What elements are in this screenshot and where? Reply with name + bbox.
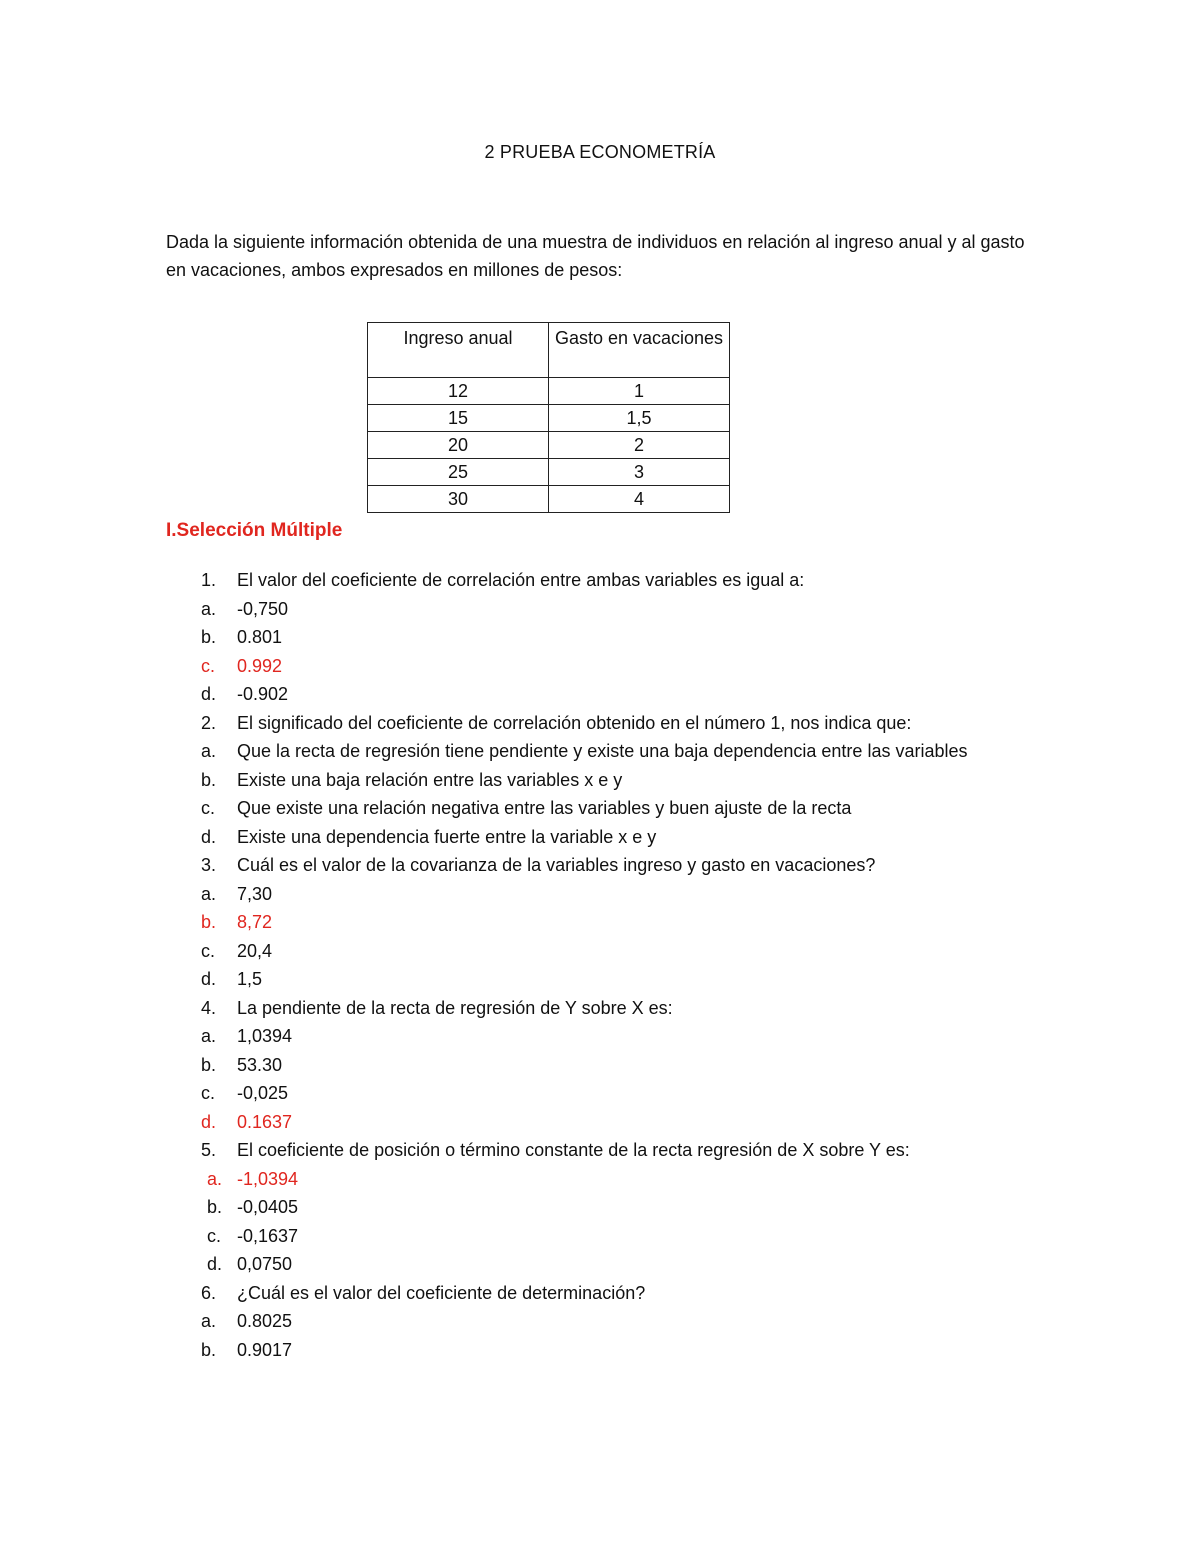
option-text: 20,4	[237, 940, 273, 961]
table-cell: 15	[368, 405, 549, 432]
question-text: El valor del coeficiente de correlación entre ambas variables es igual a:	[237, 570, 805, 590]
answer-option	[166, 737, 1046, 766]
table-cell: 1,5	[549, 405, 730, 432]
option-text: 8,72	[237, 912, 273, 932]
question-number: 6.	[201, 1282, 217, 1303]
table-row	[368, 432, 730, 459]
question-item	[166, 994, 1046, 1023]
option-text: 0.992	[237, 655, 283, 676]
question-item	[166, 1136, 1046, 1165]
table-cell: 2	[549, 432, 730, 459]
question-item	[166, 566, 1046, 595]
option-text: 0.8025	[237, 1311, 293, 1331]
answer-option	[166, 880, 1046, 909]
option-letter: a.	[207, 1168, 223, 1189]
option-letter: d.	[201, 826, 217, 847]
answer-option	[166, 1165, 1046, 1194]
answer-option	[166, 1250, 1046, 1279]
question-number: 2.	[201, 712, 217, 733]
answer-option	[166, 1336, 1046, 1365]
option-letter: a.	[201, 883, 217, 904]
option-text: 53.30	[237, 1054, 283, 1075]
option-letter: b.	[207, 1197, 223, 1217]
option-text: -0.902	[237, 684, 289, 704]
option-letter: d.	[207, 1254, 223, 1274]
option-letter: d.	[201, 684, 217, 704]
question-number: 1.	[201, 570, 217, 590]
question-item	[166, 851, 1046, 880]
answer-option	[166, 1193, 1046, 1222]
option-letter: a.	[201, 598, 217, 619]
option-letter: b.	[201, 627, 217, 647]
option-letter: a.	[201, 741, 217, 761]
option-text: Que existe una relación negativa entre las variables y buen ajuste de la recta	[237, 798, 852, 818]
question-text: El coeficiente de posición o término constante de la recta regresión de X sobre Y es:	[237, 1140, 910, 1160]
section-heading: I.Selección Múltiple	[166, 520, 343, 541]
question-number: 3.	[201, 855, 217, 875]
table-header-row	[368, 323, 730, 378]
table-cell: 30	[368, 486, 549, 513]
table-cell: 4	[549, 486, 730, 513]
answer-option	[166, 1307, 1046, 1336]
answer-option	[166, 965, 1046, 994]
option-letter: b.	[201, 912, 217, 932]
option-letter: b.	[201, 769, 217, 790]
option-text: 0.1637	[237, 1111, 293, 1132]
answer-option	[166, 595, 1046, 624]
table-row	[368, 405, 730, 432]
option-text: -1,0394	[237, 1168, 299, 1189]
answer-option	[166, 1051, 1046, 1080]
option-text: 1,5	[237, 969, 263, 989]
question-text: ¿Cuál es el valor del coeficiente de determinación?	[237, 1282, 646, 1303]
option-text: 7,30	[237, 883, 273, 904]
option-letter: c.	[201, 798, 216, 818]
table-row	[368, 486, 730, 513]
answer-option	[166, 937, 1046, 966]
table-header-cell: Ingreso anual	[368, 323, 549, 378]
option-text: 0,0750	[237, 1254, 293, 1274]
answer-option	[166, 1079, 1046, 1108]
table-cell: 20	[368, 432, 549, 459]
option-letter: b.	[201, 1054, 217, 1075]
answer-option	[166, 794, 1046, 823]
option-letter: c.	[201, 1083, 216, 1103]
table-cell: 3	[549, 459, 730, 486]
question-number: 4.	[201, 997, 217, 1018]
intro-paragraph: Dada la siguiente información obtenida de una muestra de individuos en relación al ingreso anual y al gasto en vacaciones, ambos expresados en millones de pesos:	[166, 232, 1025, 280]
option-letter: d.	[201, 969, 217, 989]
answer-option	[166, 766, 1046, 795]
question-item	[166, 1279, 1046, 1308]
option-text: -0,0405	[237, 1197, 299, 1217]
answer-option	[166, 1022, 1046, 1051]
question-number: 5.	[201, 1140, 217, 1160]
option-text: Que la recta de regresión tiene pendiente y existe una baja dependencia entre las variables	[237, 741, 968, 761]
table-row	[368, 459, 730, 486]
answer-option	[166, 823, 1046, 852]
table-cell: 1	[549, 378, 730, 405]
answer-option	[166, 1108, 1046, 1137]
answer-option	[166, 680, 1046, 709]
option-letter: c.	[207, 1225, 222, 1246]
option-text: Existe una dependencia fuerte entre la variable x e y	[237, 826, 657, 847]
option-letter: b.	[201, 1339, 217, 1360]
table-cell: 25	[368, 459, 549, 486]
answer-option	[166, 652, 1046, 681]
data-table	[367, 322, 730, 513]
option-text: Existe una baja relación entre las variables x e y	[237, 769, 623, 790]
table-header-cell: Gasto en vacaciones	[549, 323, 730, 378]
option-text: 0.9017	[237, 1339, 293, 1360]
question-text: La pendiente de la recta de regresión de Y sobre X es:	[237, 997, 673, 1018]
option-text: -0,750	[237, 598, 289, 619]
answer-option	[166, 623, 1046, 652]
question-text: El significado del coeficiente de correlación obtenido en el número 1, nos indica que:	[237, 712, 912, 733]
question-item	[166, 709, 1046, 738]
option-text: 0.801	[237, 627, 283, 647]
option-letter: c.	[201, 940, 216, 961]
option-letter: a.	[201, 1026, 217, 1046]
document-title: 2 PRUEBA ECONOMETRÍA	[484, 142, 716, 162]
option-letter: a.	[201, 1311, 217, 1331]
table-row	[368, 378, 730, 405]
option-letter: d.	[201, 1111, 217, 1132]
table-cell: 12	[368, 378, 549, 405]
answer-option	[166, 1222, 1046, 1251]
option-letter: c.	[201, 655, 216, 676]
question-list	[166, 566, 1046, 1364]
answer-option	[166, 908, 1046, 937]
option-text: -0,1637	[237, 1225, 299, 1246]
option-text: 1,0394	[237, 1026, 293, 1046]
question-text: Cuál es el valor de la covarianza de la variables ingreso y gasto en vacaciones?	[237, 855, 876, 875]
option-text: -0,025	[237, 1083, 289, 1103]
